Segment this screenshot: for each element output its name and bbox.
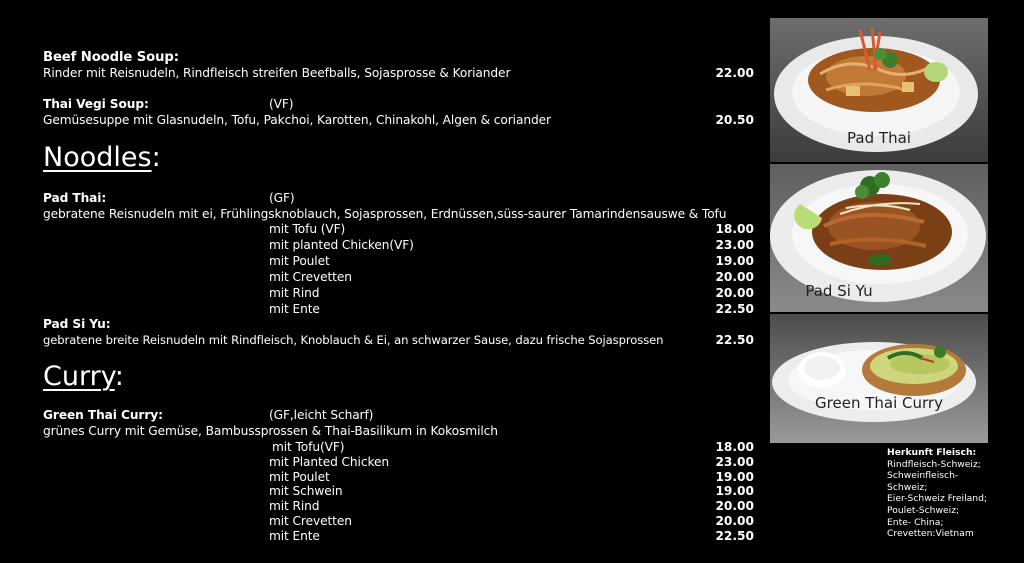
thai-vegi-soup-desc: Gemüsesuppe mit Glasnudeln, Tofu, Pakchoi, Karotten, Chinakohl, Algen & coriander [43, 113, 551, 127]
pad-thai-option-price: 20.00 [715, 286, 754, 300]
pad-thai-option: mit Poulet [269, 254, 330, 268]
pad-thai-option: mit Ente [269, 302, 320, 316]
curry-heading [43, 361, 124, 393]
pad-thai-option-price: 19.00 [715, 254, 754, 268]
green-curry-caption: Green Thai Curry [815, 394, 943, 412]
pad-si-yu-name: Pad Si Yu: [43, 317, 111, 331]
meat-origin-line: Poulet-Schweiz; [887, 504, 960, 516]
green-curry-desc: grünes Curry mit Gemüse, Bambussprossen & Thai-Basilikum in Kokosmilch [43, 424, 498, 438]
pad-thai-option-price: 22.50 [715, 302, 754, 316]
green-curry-option: mit Rind [269, 499, 320, 513]
green-curry-plate-image [770, 314, 988, 443]
meat-origin-title: Herkunft Fleisch: [887, 447, 977, 458]
pad-thai-name: Pad Thai: [43, 191, 107, 205]
pad-thai-option: mit Tofu (VF) [269, 222, 346, 236]
pad-thai-desc: gebratene Reisnudeln mit ei, Frühlingsknoblauch, Sojasprossen, Erdnüssen,süss-saurer Tamarindensauswe & Tofu [43, 207, 727, 221]
pad-thai-option: mit Crevetten [269, 270, 352, 284]
green-curry-option-price: 23.00 [715, 455, 754, 469]
green-curry-option-price: 20.00 [715, 499, 754, 513]
green-curry-option-price: 18.00 [715, 440, 754, 454]
noodles-heading-colon: : [151, 142, 161, 173]
pad-si-yu-price: 22.50 [715, 333, 754, 347]
meat-origin-line: Schweinfleisch- [887, 470, 959, 482]
green-curry-name: Green Thai Curry: [43, 408, 163, 422]
pad-thai-option-price: 23.00 [715, 238, 754, 252]
meat-origin-line: Crevetten:Vietnam [887, 528, 974, 540]
pad-thai-option: mit Rind [269, 286, 320, 300]
meat-origin-line: Eier-Schweiz Freiland; [887, 493, 988, 505]
thai-vegi-soup-name: Thai Vegi Soup: [43, 97, 149, 111]
green-curry-option-price: 19.00 [715, 484, 754, 498]
noodles-heading-text: Noodles [43, 142, 152, 173]
pad-thai-option-price: 20.00 [715, 270, 754, 284]
meat-origin-info [887, 447, 987, 540]
beef-noodle-soup-price: 22.00 [715, 66, 754, 80]
green-curry-option: mit Crevetten [269, 514, 352, 528]
curry-heading-colon: : [114, 361, 124, 392]
pad-thai-option-price: 18.00 [715, 222, 754, 236]
green-curry-option-price: 20.00 [715, 514, 754, 528]
pad-si-yu-desc: gebratene breite Reisnudeln mit Rindfleisch, Knoblauch & Ei, an schwarzer Sause, dazu frische Sojasprossen [43, 333, 664, 347]
beef-noodle-soup-name: Beef Noodle Soup: [43, 50, 179, 65]
meat-origin-line: Rindfleisch-Schweiz; [887, 458, 981, 470]
green-curry-option: mit Tofu(VF) [272, 440, 345, 454]
green-curry-tag: (GF,leicht Scharf) [269, 408, 374, 422]
noodles-heading [43, 142, 161, 174]
pad-thai-tag: (GF) [269, 191, 295, 205]
pad-thai-photo [770, 18, 988, 162]
thai-vegi-soup-tag: (VF) [269, 97, 294, 111]
meat-origin-line: Schweiz; [887, 481, 928, 493]
green-curry-option: mit Planted Chicken [269, 455, 389, 469]
green-curry-option: mit Poulet [269, 470, 330, 484]
pad-si-yu-photo [770, 164, 988, 312]
pad-thai-caption: Pad Thai [847, 129, 911, 147]
meat-origin-line: Ente- China; [887, 516, 944, 528]
pad-si-yu-caption: Pad Si Yu [805, 282, 873, 300]
pad-thai-option: mit planted Chicken(VF) [269, 238, 414, 252]
green-curry-option-price: 22.50 [715, 529, 754, 543]
green-curry-option-price: 19.00 [715, 470, 754, 484]
green-curry-photo [770, 314, 988, 443]
green-curry-option: mit Ente [269, 529, 320, 543]
green-curry-option: mit Schwein [269, 484, 343, 498]
curry-heading-text: Curry [43, 361, 115, 392]
beef-noodle-soup-desc: Rinder mit Reisnudeln, Rindfleisch streifen Beefballs, Sojasprosse & Koriander [43, 66, 511, 80]
thai-vegi-soup-price: 20.50 [715, 113, 754, 127]
